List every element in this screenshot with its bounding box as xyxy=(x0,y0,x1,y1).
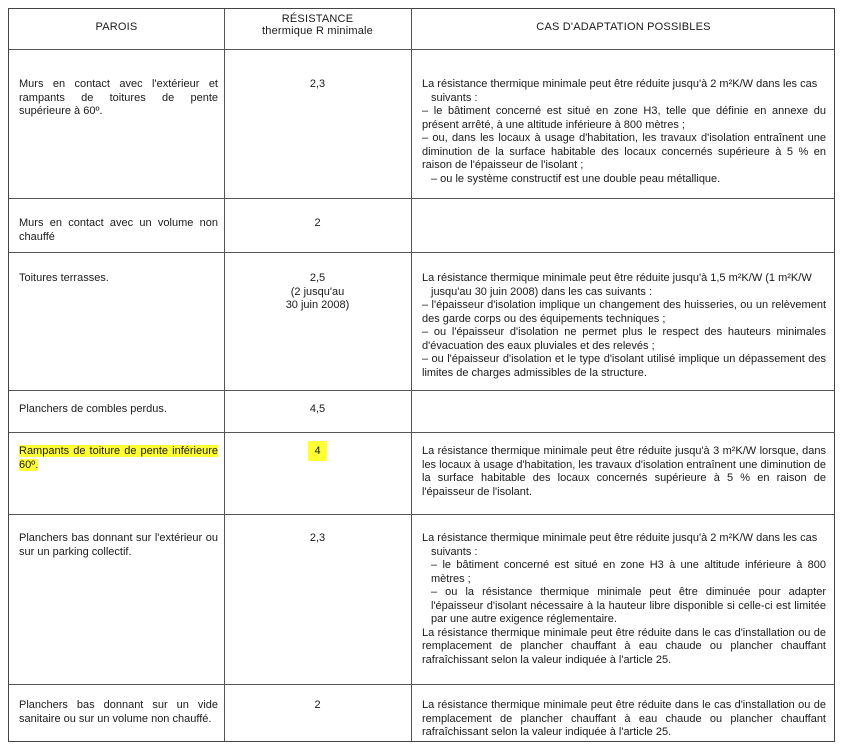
paroi-label: Murs en contact avec l'extérieur et rampants de toitures de pente supérieure à 60º. xyxy=(19,78,218,117)
resistance-value: 2 xyxy=(314,217,321,229)
cas-paragraph: – ou l'épaisseur d'isolation ne permet plus le respect des hauteurs minimales d'évacuation des eaux pluviales et des relevés ; xyxy=(422,326,826,352)
cas-paragraph: – le bâtiment concerné est situé en zone H3, telle que définie en annexe du présent arrêté, à une altitude inférieure à 800 mètres ; xyxy=(422,105,826,131)
cas-paragraph: – l'épaisseur d'isolation implique un changement des huisseries, ou un relèvement des garde corps ou des équipements techniques ; xyxy=(422,299,826,325)
paroi-label-highlighted: Rampants de toiture de pente inférieure 60º. xyxy=(19,445,218,471)
resistance-value: 2,5 xyxy=(309,272,326,284)
header-cas-adaptation: CAS D'ADAPTATION POSSIBLES xyxy=(536,21,711,33)
cas-cell xyxy=(411,391,836,432)
paroi-label: Toitures terrasses. xyxy=(19,272,109,284)
table-row xyxy=(9,49,834,198)
cas-cell xyxy=(411,433,836,514)
resistance-note: (2 jusqu'au xyxy=(290,285,345,298)
cas-paragraph: – ou, dans les locaux à usage d'habitation, les travaux d'isolation entraînent une diminution de la surface habitable des locaux concernés supérieure à 5 % en raison de l'épaisseur de l'isolant ; xyxy=(422,132,826,171)
header-resistance-line1: RÉSISTANCE xyxy=(281,13,354,25)
resistance-cell xyxy=(224,685,411,741)
paroi-cell xyxy=(9,253,224,390)
table-row xyxy=(9,432,834,514)
cas-paragraph: La résistance thermique minimale peut être réduite jusqu'à 3 m²K/W lorsque, dans les locaux à usage d'habitation, les travaux d'isolation entraînent une diminution de la surface habitable des locaux concernés supérieure à 5 % en raison de l'épaisseur de l'isolant. xyxy=(422,445,826,498)
resistance-note: 30 juin 2008) xyxy=(285,299,350,311)
cas-cell xyxy=(411,253,836,390)
header-resistance xyxy=(224,9,411,49)
cas-cell xyxy=(411,199,836,252)
resistance-cell xyxy=(224,253,411,390)
cas-paragraph: – ou l'épaisseur d'isolation et le type d'isolant utilisé implique un dépassement des limites de charges admissibles de la structure. xyxy=(422,353,826,379)
table-header xyxy=(9,9,834,49)
cas-paragraph: – le bâtiment concerné est situé en zone H3 à une altitude inférieure à 800 mètres ; xyxy=(431,559,826,585)
paroi-cell xyxy=(9,515,224,684)
table-row xyxy=(9,684,834,741)
cas-paragraph: suivants : xyxy=(431,545,478,558)
table-row xyxy=(9,252,834,390)
paroi-label: Murs en contact avec un volume non chauffé xyxy=(19,217,218,243)
table-row xyxy=(9,390,834,432)
resistance-cell xyxy=(224,50,411,198)
cas-paragraph: La résistance thermique minimale peut être réduite dans le cas d'installation ou de remplacement de plancher chauffant à eau chaude ou plancher chauffant rafraîchissant selon la valeur indiquée à l'article 25. xyxy=(422,626,826,666)
cas-paragraph: – ou le système constructif est une double peau métallique. xyxy=(431,172,721,185)
cas-paragraph: La résistance thermique minimale peut être réduite dans le cas d'installation ou de remplacement de plancher chauffant à eau chaude ou plancher chauffant rafraîchissant selon la valeur indiquée à l'article 25. xyxy=(422,699,826,738)
column-divider xyxy=(224,9,225,741)
thermal-resistance-table xyxy=(8,8,835,742)
header-parois: PAROIS xyxy=(95,21,138,33)
resistance-value: 4,5 xyxy=(309,403,326,415)
resistance-cell xyxy=(224,515,411,684)
resistance-value: 2,3 xyxy=(309,78,326,90)
resistance-cell xyxy=(224,391,411,432)
resistance-cell xyxy=(224,433,411,514)
cas-paragraph: jusqu'au 30 juin 2008) dans les cas suivants : xyxy=(431,285,653,298)
paroi-label: Planchers bas donnant sur l'extérieur ou sur un parking collectif. xyxy=(19,532,218,558)
header-resistance-line2: thermique R minimale xyxy=(262,25,373,37)
paroi-cell xyxy=(9,433,224,514)
cas-paragraph: suivants : xyxy=(431,91,478,104)
resistance-cell xyxy=(224,199,411,252)
cas-paragraph: – ou la résistance thermique minimale peut être diminuée pour adapter l'épaisseur d'isolant nécessaire à la hauteur libre disponible si celle-ci est limitée par une autre exigence réglementaire. xyxy=(431,586,826,625)
paroi-cell xyxy=(9,391,224,432)
paroi-label: Planchers bas donnant sur un vide sanitaire ou sur un volume non chauffé. xyxy=(19,699,218,725)
cas-cell xyxy=(411,685,836,741)
paroi-cell xyxy=(9,50,224,198)
resistance-value: 2 xyxy=(314,699,321,711)
cas-paragraph: La résistance thermique minimale peut être réduite jusqu'à 2 m²K/W dans les cas xyxy=(422,532,818,544)
paroi-label: Planchers de combles perdus. xyxy=(19,403,167,415)
cas-cell xyxy=(411,50,836,198)
resistance-value-highlighted: 4 xyxy=(308,441,326,461)
paroi-cell xyxy=(9,685,224,741)
cas-paragraph: La résistance thermique minimale peut être réduite jusqu'à 1,5 m²K/W (1 m²K/W xyxy=(422,272,812,284)
column-divider xyxy=(411,9,412,741)
cas-paragraph: La résistance thermique minimale peut être réduite jusqu'à 2 m²K/W dans les cas xyxy=(422,78,818,90)
table-row xyxy=(9,198,834,252)
resistance-value: 2,3 xyxy=(309,532,326,544)
paroi-cell xyxy=(9,199,224,252)
table-row xyxy=(9,514,834,684)
cas-cell xyxy=(411,515,836,684)
